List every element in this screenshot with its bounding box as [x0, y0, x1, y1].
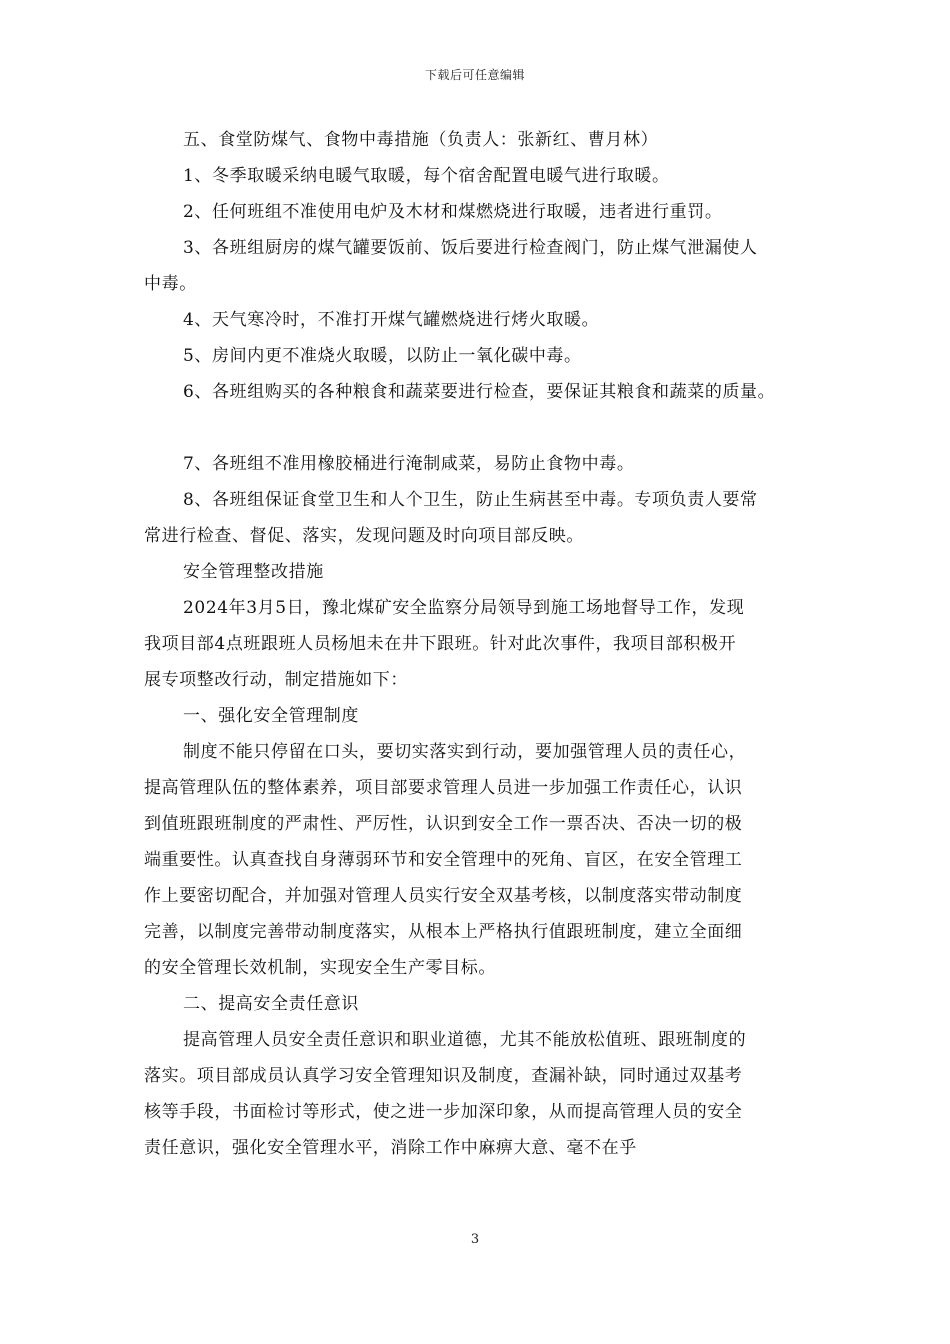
- paragraph-line: 端重要性。认真查找自身薄弱环节和安全管理中的死角、盲区，在安全管理工: [144, 850, 743, 870]
- paragraph-line: 提高管理人员安全责任意识和职业道德，尤其不能放松值班、跟班制度的: [183, 1030, 747, 1050]
- paragraph-line: 作上要密切配合，并加强对管理人员实行安全双基考核，以制度落实带动制度: [144, 886, 743, 906]
- paragraph-line: 1、冬季取暖采纳电暖气取暖，每个宿舍配置电暖气进行取暖。: [183, 166, 670, 186]
- paragraph-line: 3、各班组厨房的煤气罐要饭前、饭后要进行检查阀门，防止煤气泄漏使人: [183, 238, 758, 258]
- section-heading: 安全管理整改措施: [183, 562, 324, 582]
- paragraph-line: 2024年3月5日，豫北煤矿安全监察分局领导到施工场地督导工作，发现: [183, 598, 745, 618]
- section-heading: 二、提高安全责任意识: [183, 994, 359, 1014]
- paragraph-line: 常进行检查、督促、落实，发现问题及时向项目部反映。: [144, 526, 584, 546]
- section-heading: 一、强化安全管理制度: [183, 706, 359, 726]
- paragraph-line: 中毒。: [144, 274, 197, 294]
- page-header: 下载后可任意编辑: [424, 68, 525, 82]
- paragraph-line: 6、各班组购买的各种粮食和蔬菜要进行检查，要保证其粮食和蔬菜的质量。: [183, 382, 776, 402]
- blank-line: [144, 410, 820, 446]
- paragraph-line: 到值班跟班制度的严肃性、严厉性，认识到安全工作一票否决、否决一切的极: [144, 814, 743, 834]
- paragraph-line: 我项目部4点班跟班人员杨旭未在井下跟班。针对此次事件，我项目部积极开: [144, 634, 737, 654]
- paragraph-line: 制度不能只停留在口头，要切实落实到行动，要加强管理人员的责任心，: [183, 742, 747, 762]
- paragraph-line: 的安全管理长效机制，实现安全生产零目标。: [144, 958, 496, 978]
- paragraph-line: 7、各班组不准用橡胶桶进行淹制咸菜，易防止食物中毒。: [183, 454, 635, 474]
- page-number: 3: [470, 1232, 480, 1247]
- paragraph-line: 提高管理队伍的整体素养，项目部要求管理人员进一步加强工作责任心，认识: [144, 778, 743, 798]
- paragraph-line: 核等手段，书面检讨等形式，使之进一步加深印象，从而提高管理人员的安全: [144, 1102, 743, 1122]
- document-body: [144, 122, 820, 1166]
- paragraph-line: 完善，以制度完善带动制度落实，从根本上严格执行值跟班制度，建立全面细: [144, 922, 743, 942]
- paragraph-line: 展专项整改行动，制定措施如下：: [144, 670, 408, 690]
- section-heading: 五、食堂防煤气、食物中毒措施（负责人：张新红、曹月林）: [183, 130, 659, 150]
- paragraph-line: 5、房间内更不准烧火取暖，以防止一氧化碳中毒。: [183, 346, 582, 366]
- paragraph-line: 2、任何班组不准使用电炉及木材和煤燃烧进行取暖，违者进行重罚。: [183, 202, 723, 222]
- paragraph-line: 落实。项目部成员认真学习安全管理知识及制度，查漏补缺，同时通过双基考: [144, 1066, 743, 1086]
- paragraph-line: 8、各班组保证食堂卫生和人个卫生，防止生病甚至中毒。专项负责人要常: [183, 490, 758, 510]
- paragraph-line: 4、天气寒冷时，不准打开煤气罐燃烧进行烤火取暖。: [183, 310, 600, 330]
- paragraph-line: 责任意识，强化安全管理水平，消除工作中麻痹大意、毫不在乎: [144, 1138, 637, 1158]
